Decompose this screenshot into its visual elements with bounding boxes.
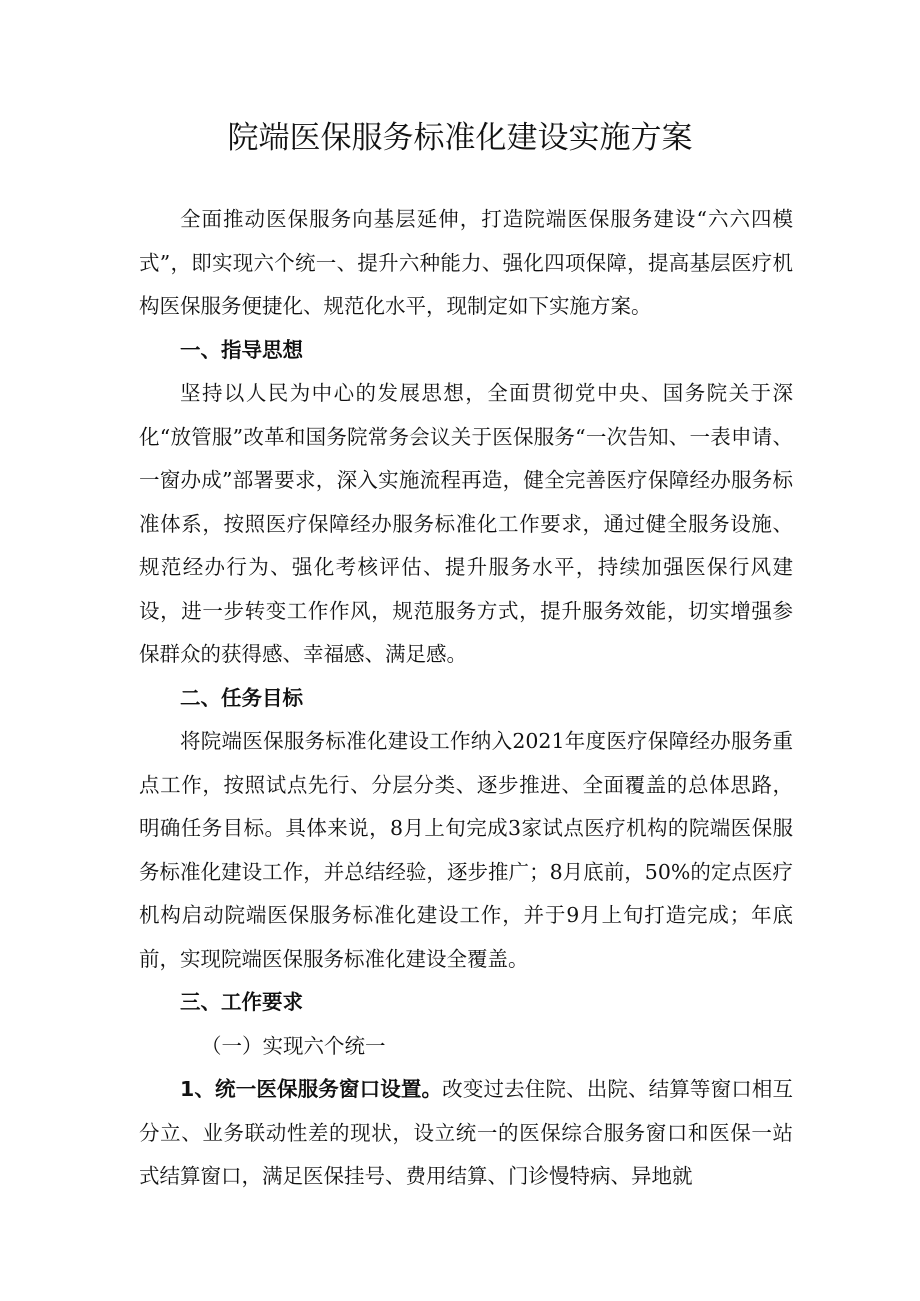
section-heading-task-goals: 二、任务目标 — [180, 685, 303, 710]
section-heading-work-requirements: 三、工作要求 — [180, 990, 303, 1014]
section-paragraph-task-goals: 将院端医保服务标准化建设工作纳入2021年度医疗保障经办服务重点工作，按照试点先行、分层分类、逐步推进、全面覆盖的总体思路，明确任务目标。具体来说，8月上旬完成3家试点医疗机构的院端医保服务标准化建设工作，并总结经验，逐步推广；8月底前，50%的定点医疗机构启动院端医保服务标准化建设工作，并于9月上旬打造完成；年底前，实现院端医保服务标准化建设全覆盖。 — [139, 729, 793, 971]
item-text-service-window: 改变过去住院、出院、结算等窗口相互分立、业务联动性差的现状，设立统一的医保综合服务窗口和医保一站式结算窗口，满足医保挂号、费用结算、门诊慢特病、异地就 — [139, 1077, 794, 1188]
section-heading-guiding-ideology: 一、指导思想 — [180, 337, 303, 362]
document-title: 院端医保服务标准化建设实施方案 — [227, 120, 693, 156]
document-body — [139, 198, 793, 1199]
intro-paragraph: 全面推动医保服务向基层延伸，打造院端医保服务建设“六六四模式”，即实现六个统一、提升六种能力、强化四项保障，提高基层医疗机构医保服务便捷化、规范化水平，现制定如下实施方案。 — [139, 207, 793, 318]
section-paragraph-guiding-ideology: 坚持以人民为中心的发展思想，全面贯彻党中央、国务院关于深化“放管服”改革和国务院常务会议关于医保服务“一次告知、一表申请、一窗办成”部署要求，深入实施流程再造，健全完善医疗保障经办服务标准体系，按照医疗保障经办服务标准化工作要求，通过健全服务设施、规范经办行为、强化考核评估、提升服务水平，持续加强医保行风建设，进一步转变工作作风，规范服务方式，提升服务效能，切实增强参保群众的获得感、幸福感、满足感。 — [139, 381, 793, 666]
item-lead-service-window: 1、统一医保服务窗口设置。 — [180, 1077, 443, 1101]
subsection-heading-six-unifications: （一）实现六个统一 — [201, 1033, 386, 1058]
item-paragraph-service-window — [139, 1068, 793, 1199]
